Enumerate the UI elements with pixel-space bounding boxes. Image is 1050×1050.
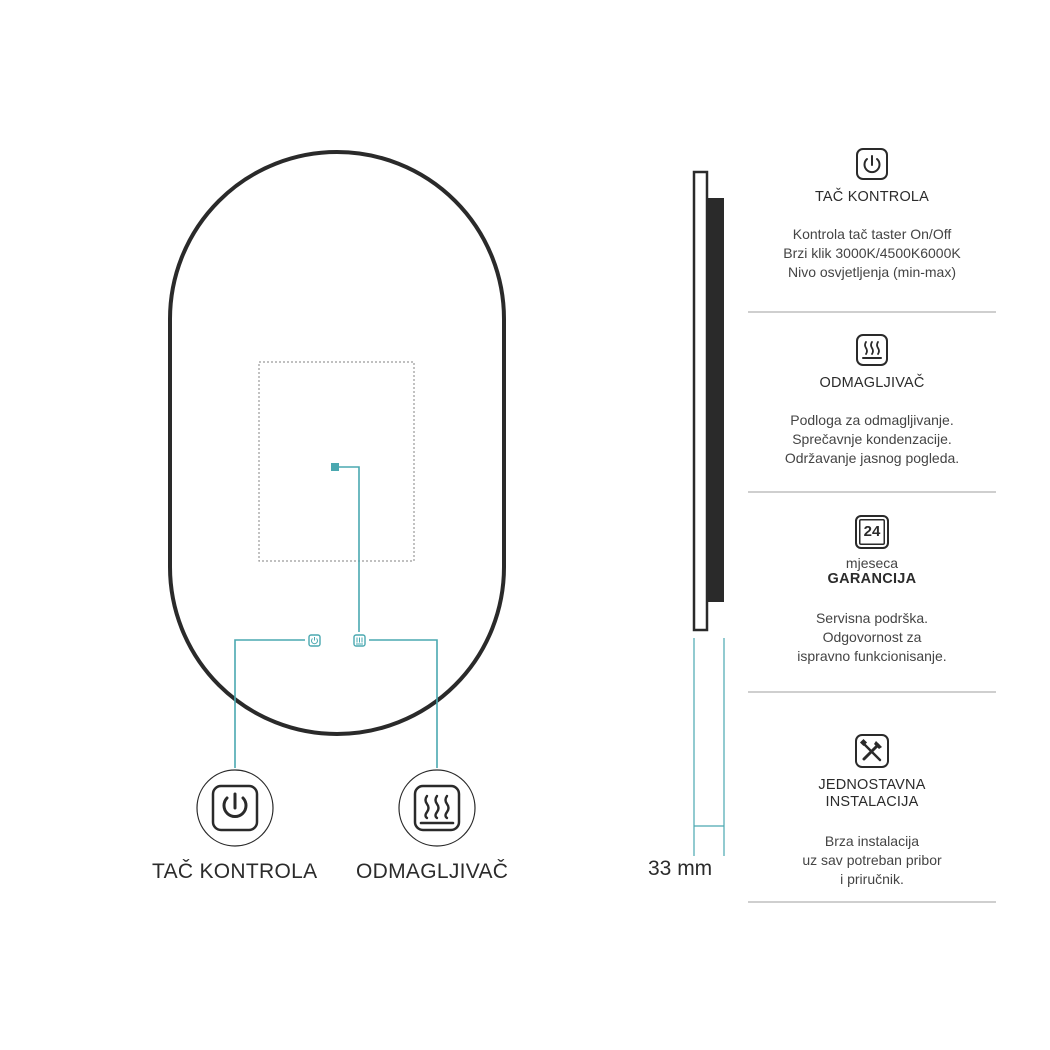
feature-separator [748,491,996,493]
feature-description: Podloga za odmagljivanje. Sprečavnje kondenzacije. Održavanje jasnog pogleda. [784,412,960,466]
warranty-badge-number: 24 [863,523,881,540]
touch-leader-line [235,640,305,768]
power-icon [855,147,889,181]
defog-callout [399,770,475,846]
warranty-24-icon [855,515,889,549]
thickness-label: 33 mm [648,857,713,880]
feature-pre-title: mjeseca [845,555,899,571]
sensor-touch-icon [309,635,320,646]
defog-pad-connector [331,463,339,471]
feature-defog [748,333,996,468]
feature-separator [748,901,996,903]
sensor-defog-icon [354,635,365,646]
heat-icon [855,333,889,367]
feature-touch-control [748,147,996,282]
defog-leader-line [369,640,437,768]
touch-callout [197,770,273,846]
defog-wire [339,467,359,632]
feature-title: GARANCIJA [827,571,917,587]
feature-separator [748,311,996,313]
feature-description: Brza instalacija uz sav potreban pribor i priručnik. [802,833,942,887]
feature-description: Servisna podrška. Odgovornost za ispravno funkcionisanje. [797,610,947,664]
feature-installation [748,733,996,889]
feature-title: TAČ KONTROLA [814,189,930,205]
side-view [694,172,724,856]
feature-separator [748,691,996,693]
defog-pad-area [259,362,414,561]
tools-icon [854,733,890,769]
defog-label: ODMAGLJIVAČ [356,860,509,883]
mirror-frame [170,152,504,734]
feature-title: ODMAGLJIVAČ [819,375,925,391]
feature-title: JEDNOSTAVNA INSTALACIJA [818,777,926,810]
touch-control-label: TAČ KONTROLA [152,860,318,883]
feature-warranty [748,515,996,666]
feature-description: Kontrola tač taster On/Off Brzi klik 3000K/4500K6000K Nivo osvjetljenja (min-max) [783,226,961,280]
